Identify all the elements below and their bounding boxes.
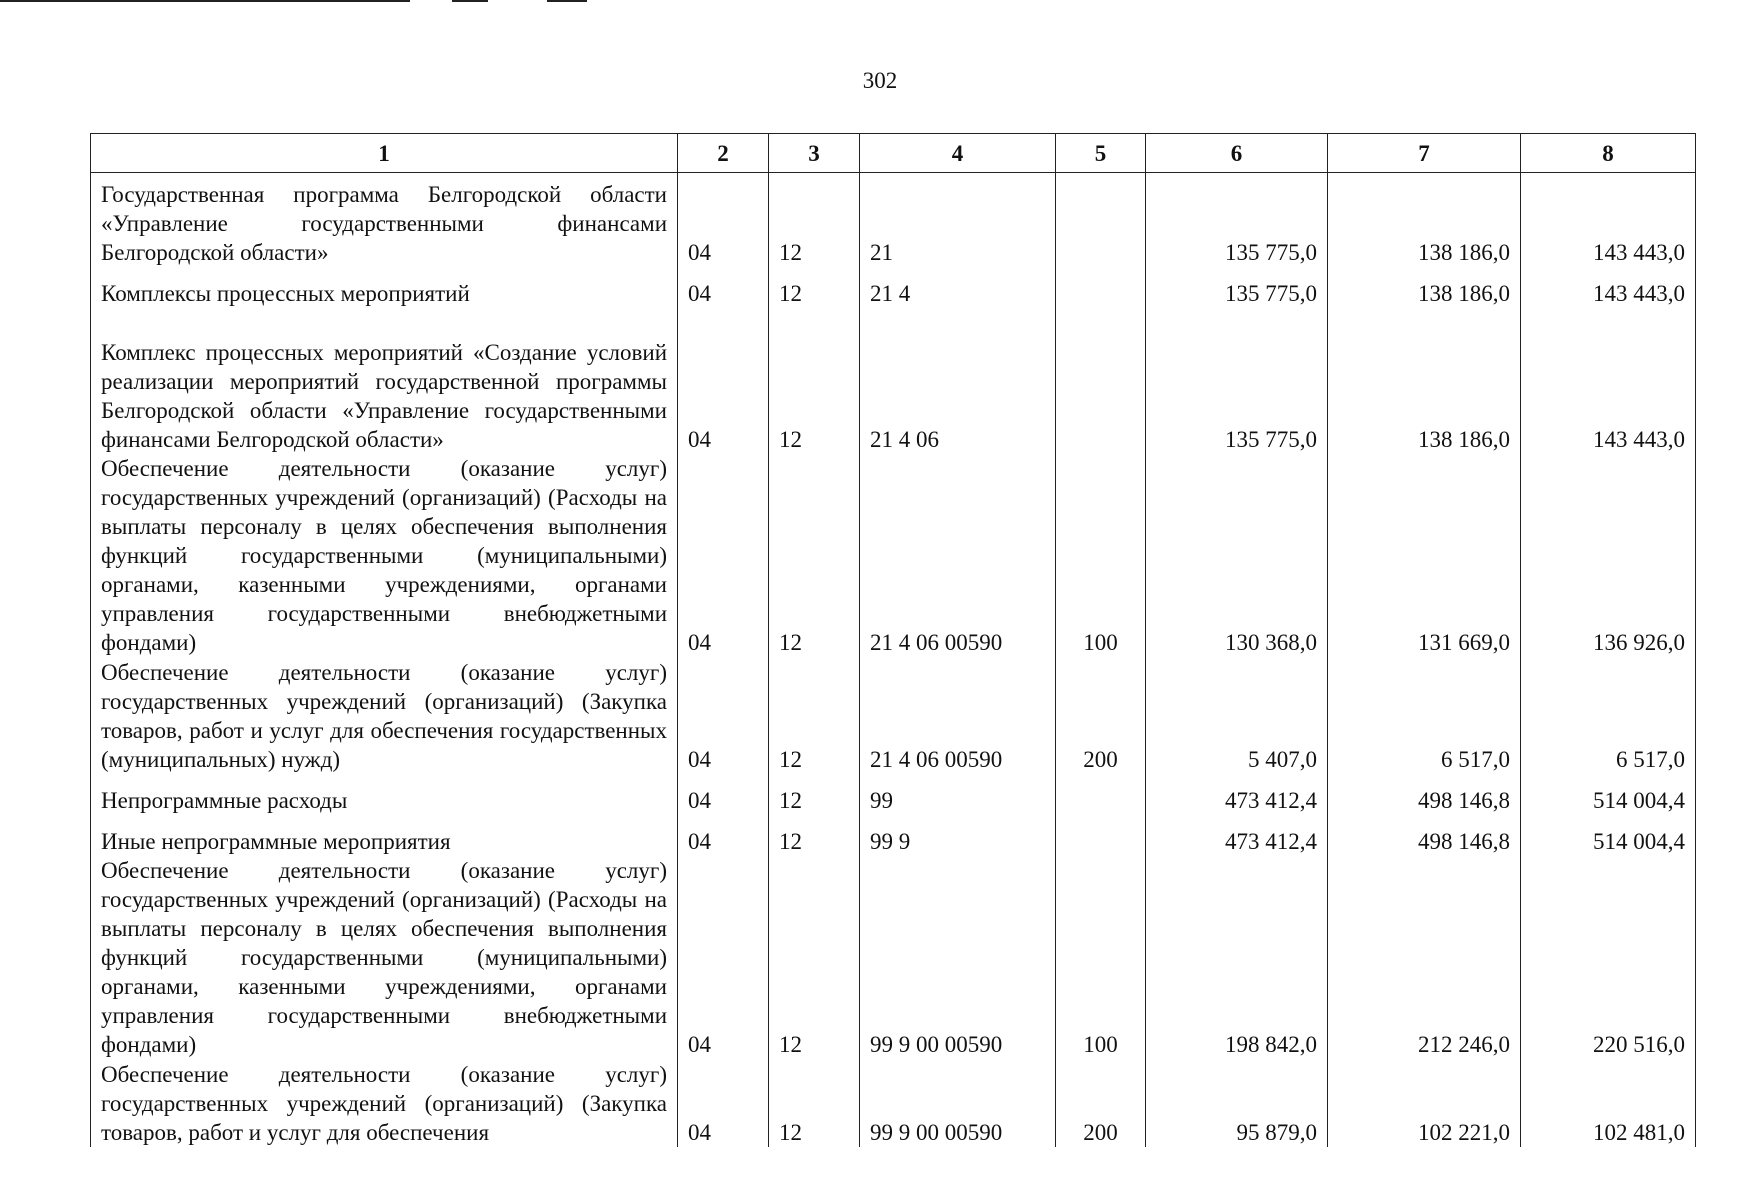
column-header: 5 (1056, 134, 1146, 173)
row-expense-type (1056, 267, 1146, 308)
row-amount-year2: 131 669,0 (1328, 454, 1521, 657)
row-name: Обеспечение деятельности (оказание услуг) государственных учреждений (организаций) (Расходы на выплаты персоналу в целях обеспечения выполнения функций государственными (муниципальными) органами, казенными учреждениями, органами управления государственными внебюджетными фондами) (91, 454, 678, 657)
row-amount-year1: 473 412,4 (1146, 815, 1328, 856)
row-name: Обеспечение деятельности (оказание услуг) государственных учреждений (организаций) (Закупка товаров, работ и услуг для обеспечения государственных (муниципальных) нужд) (91, 657, 678, 774)
row-expense-type: 200 (1056, 657, 1146, 774)
row-name: Иные непрограммные мероприятия (91, 815, 678, 856)
row-section: 04 (678, 856, 769, 1059)
table-header (91, 134, 1696, 173)
row-target-code: 21 4 06 (860, 308, 1056, 454)
row-subsection: 12 (769, 454, 860, 657)
row-subsection: 12 (769, 856, 860, 1059)
table-row (91, 774, 1696, 815)
row-amount-year2: 138 186,0 (1328, 267, 1521, 308)
row-section: 04 (678, 173, 769, 267)
column-header: 8 (1521, 134, 1696, 173)
row-subsection: 12 (769, 173, 860, 267)
row-amount-year2: 6 517,0 (1328, 657, 1521, 774)
column-header: 7 (1328, 134, 1521, 173)
row-section: 04 (678, 815, 769, 856)
row-name: Обеспечение деятельности (оказание услуг) государственных учреждений (организаций) (Расходы на выплаты персоналу в целях обеспечения выполнения функций государственными (муниципальными) органами, казенными учреждениями, органами управления государственными внебюджетными фондами) (91, 856, 678, 1059)
table-body (91, 173, 1696, 1147)
row-amount-year1: 130 368,0 (1146, 454, 1328, 657)
row-amount-year2: 138 186,0 (1328, 173, 1521, 267)
row-target-code: 21 4 (860, 267, 1056, 308)
row-expense-type: 100 (1056, 454, 1146, 657)
row-amount-year2: 498 146,8 (1328, 815, 1521, 856)
row-subsection: 12 (769, 1059, 860, 1147)
row-target-code: 99 9 (860, 815, 1056, 856)
column-header: 4 (860, 134, 1056, 173)
row-amount-year1: 198 842,0 (1146, 856, 1328, 1059)
column-header: 2 (678, 134, 769, 173)
row-section: 04 (678, 774, 769, 815)
row-amount-year3: 136 926,0 (1521, 454, 1696, 657)
table-row (91, 657, 1696, 774)
table-row (91, 173, 1696, 267)
header-row (91, 134, 1696, 173)
table-row (91, 815, 1696, 856)
table-row (91, 1059, 1696, 1147)
row-amount-year3: 143 443,0 (1521, 173, 1696, 267)
table-row (91, 308, 1696, 454)
row-amount-year1: 473 412,4 (1146, 774, 1328, 815)
row-subsection: 12 (769, 815, 860, 856)
row-target-code: 99 (860, 774, 1056, 815)
row-name: Комплекс процессных мероприятий «Создание условий реализации мероприятий государственной программы Белгородской области «Управление государственными финансами Белгородской области» (91, 308, 678, 454)
row-target-code: 21 (860, 173, 1056, 267)
row-amount-year1: 135 775,0 (1146, 173, 1328, 267)
row-expense-type (1056, 774, 1146, 815)
row-amount-year3: 143 443,0 (1521, 308, 1696, 454)
row-amount-year2: 138 186,0 (1328, 308, 1521, 454)
top-rule (452, 0, 488, 2)
page-number: 302 (862, 68, 898, 93)
row-subsection: 12 (769, 657, 860, 774)
column-header: 3 (769, 134, 860, 173)
row-expense-type: 100 (1056, 856, 1146, 1059)
top-rule (547, 0, 587, 2)
column-header: 6 (1146, 134, 1328, 173)
row-subsection: 12 (769, 308, 860, 454)
row-section: 04 (678, 1059, 769, 1147)
top-rule (0, 0, 410, 2)
row-target-code: 99 9 00 00590 (860, 1059, 1056, 1147)
row-target-code: 21 4 06 00590 (860, 454, 1056, 657)
row-section: 04 (678, 267, 769, 308)
row-amount-year1: 135 775,0 (1146, 308, 1328, 454)
row-target-code: 21 4 06 00590 (860, 657, 1056, 774)
table-row (91, 856, 1696, 1059)
row-section: 04 (678, 308, 769, 454)
row-name: Комплексы процессных мероприятий (91, 267, 678, 308)
row-subsection: 12 (769, 774, 860, 815)
row-amount-year2: 102 221,0 (1328, 1059, 1521, 1147)
row-amount-year2: 212 246,0 (1328, 856, 1521, 1059)
column-header: 1 (91, 134, 678, 173)
row-amount-year3: 514 004,4 (1521, 774, 1696, 815)
row-amount-year1: 135 775,0 (1146, 267, 1328, 308)
row-section: 04 (678, 454, 769, 657)
row-target-code: 99 9 00 00590 (860, 856, 1056, 1059)
row-expense-type (1056, 308, 1146, 454)
row-amount-year3: 102 481,0 (1521, 1059, 1696, 1147)
row-amount-year3: 6 517,0 (1521, 657, 1696, 774)
row-expense-type (1056, 173, 1146, 267)
table-row (91, 454, 1696, 657)
row-expense-type: 200 (1056, 1059, 1146, 1147)
budget-table (90, 133, 1696, 1147)
row-amount-year3: 143 443,0 (1521, 267, 1696, 308)
row-amount-year1: 95 879,0 (1146, 1059, 1328, 1147)
row-amount-year2: 498 146,8 (1328, 774, 1521, 815)
row-amount-year3: 220 516,0 (1521, 856, 1696, 1059)
row-name: Непрограммные расходы (91, 774, 678, 815)
row-section: 04 (678, 657, 769, 774)
row-subsection: 12 (769, 267, 860, 308)
table-row (91, 267, 1696, 308)
row-expense-type (1056, 815, 1146, 856)
row-amount-year1: 5 407,0 (1146, 657, 1328, 774)
row-amount-year3: 514 004,4 (1521, 815, 1696, 856)
row-name: Государственная программа Белгородской области «Управление государственными финансами Белгородской области» (91, 173, 678, 267)
row-name: Обеспечение деятельности (оказание услуг) государственных учреждений (организаций) (Закупка товаров, работ и услуг для обеспечения (91, 1059, 678, 1147)
